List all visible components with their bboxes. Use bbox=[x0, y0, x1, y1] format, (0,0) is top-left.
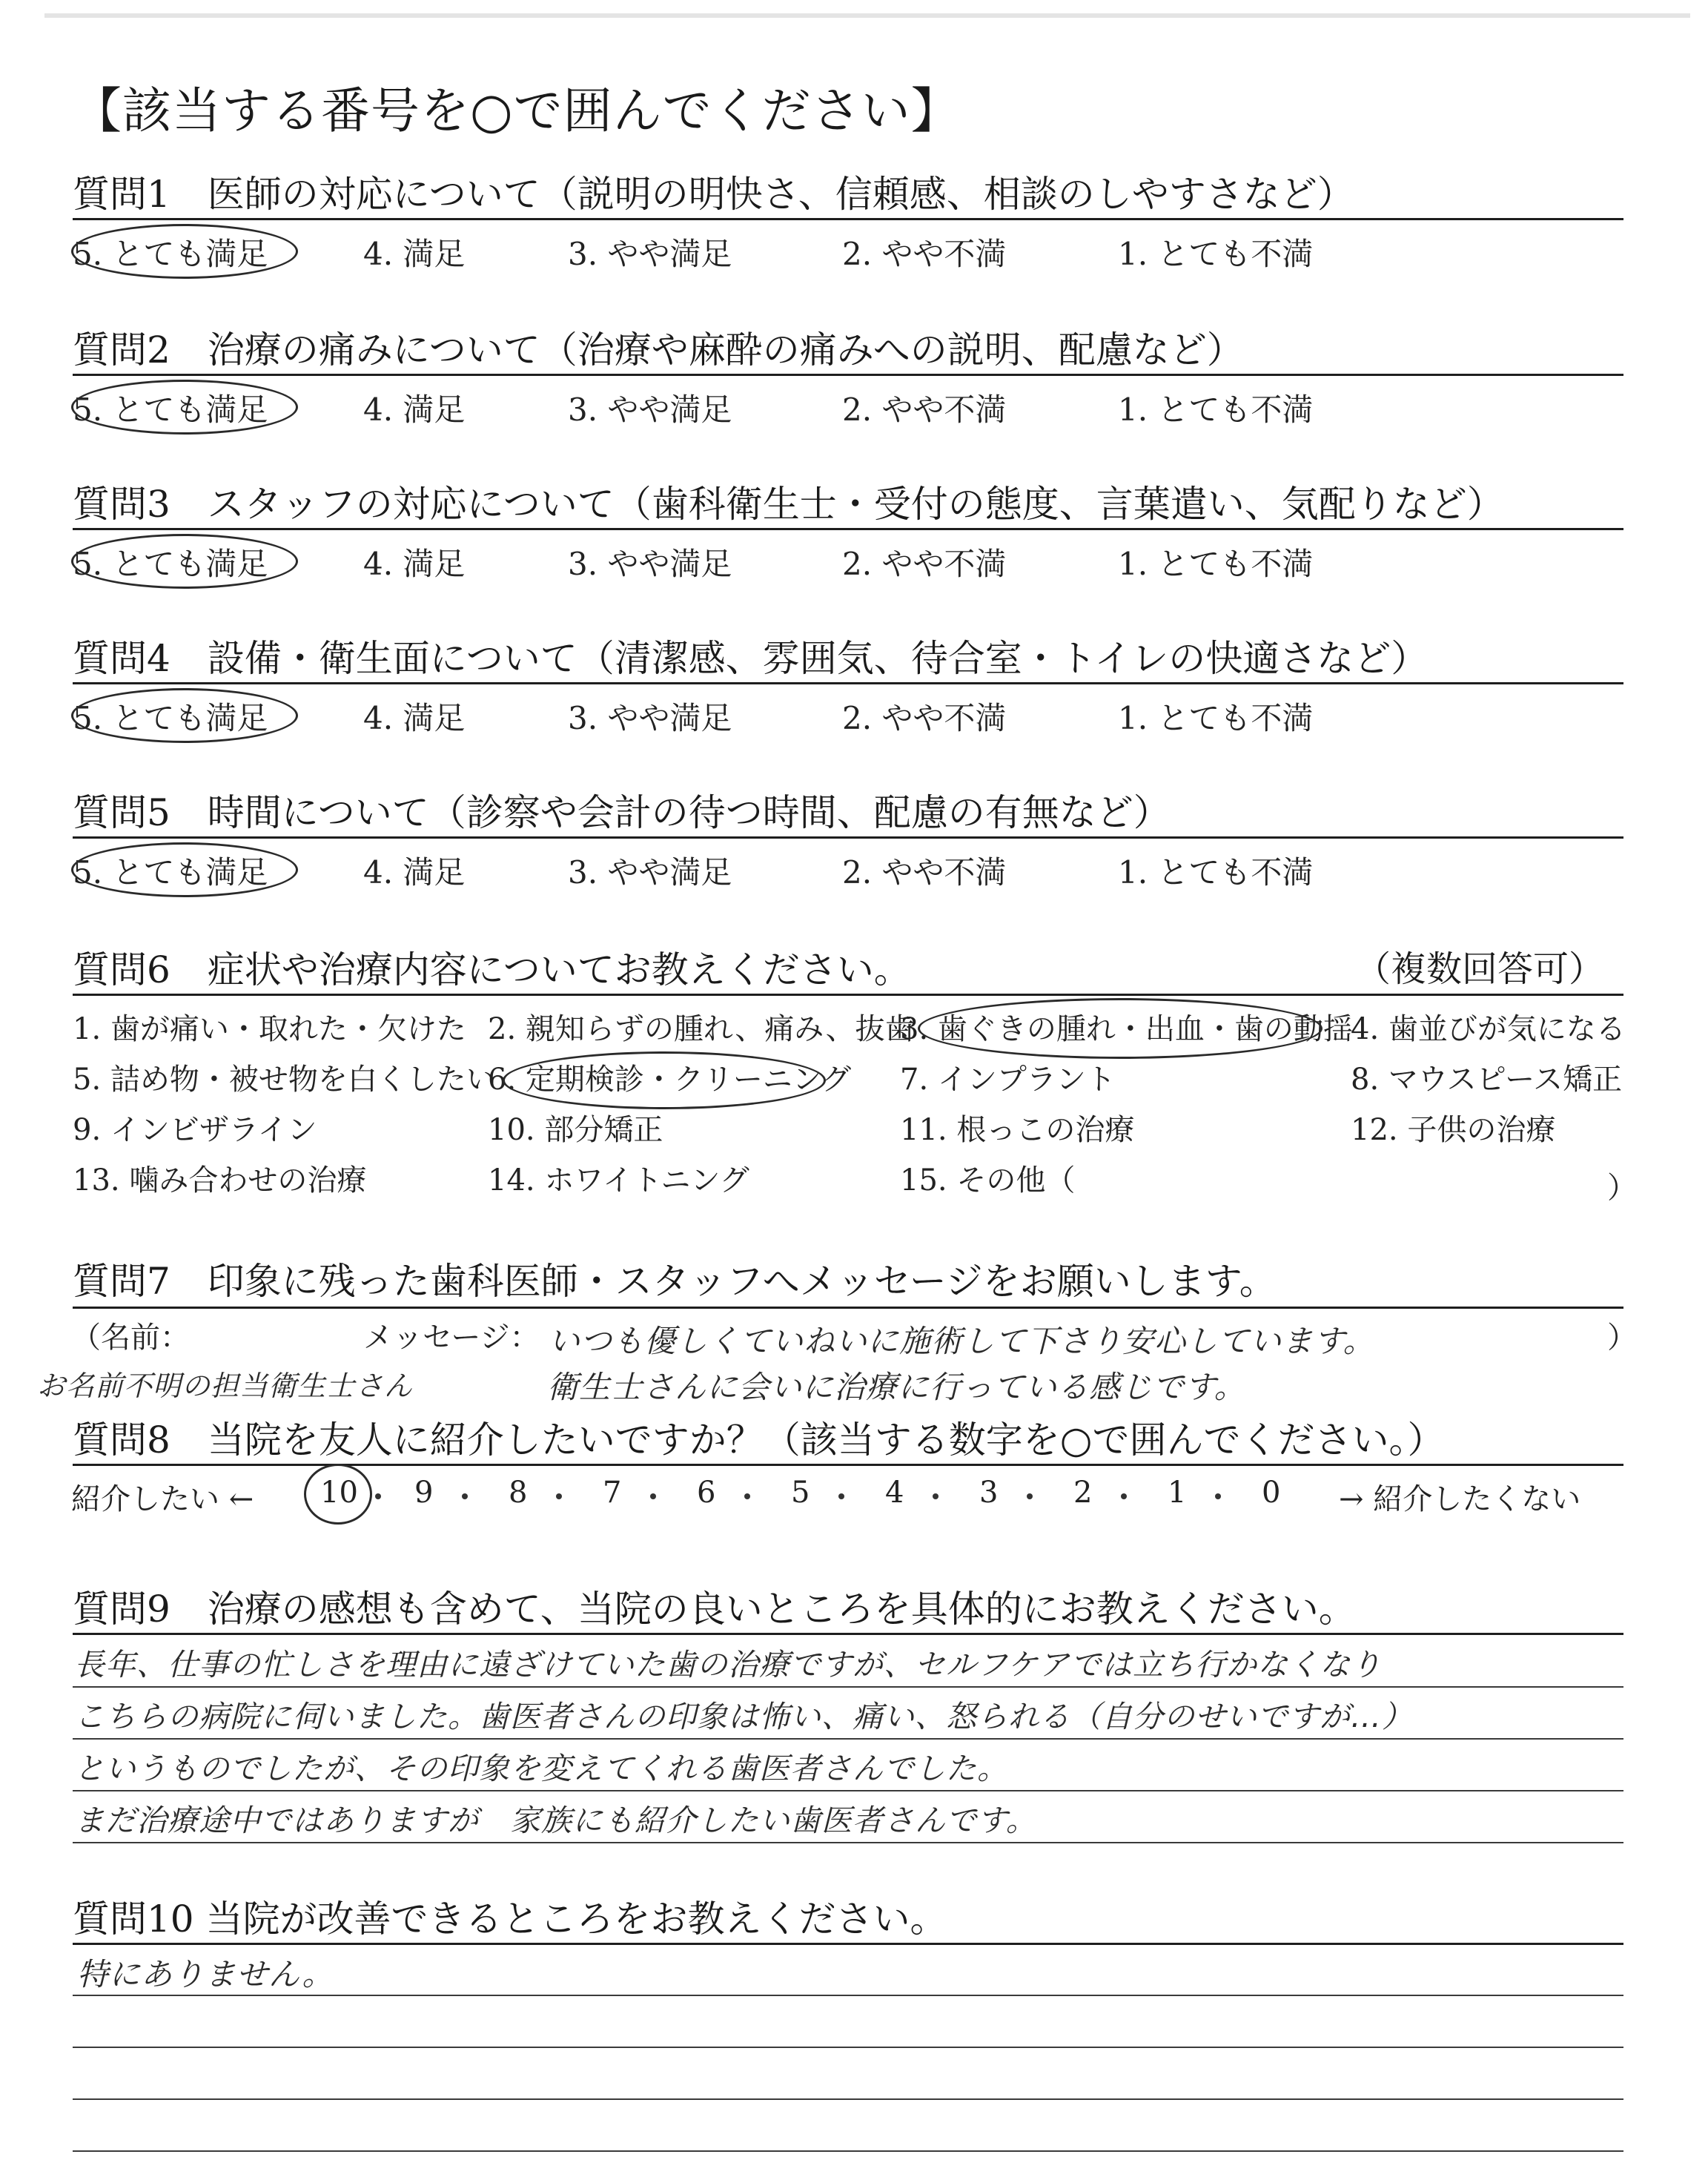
q7-message-line1: いつも優しくていねいに施術して下さり安心しています。 bbox=[549, 1323, 1375, 1359]
q8-scale-dot bbox=[1027, 1493, 1033, 1499]
q8-scale-dot bbox=[1215, 1493, 1221, 1499]
q9-answer-line-3: というものでしたが、その印象を変えてくれる歯医者さんでした。 bbox=[74, 1751, 1008, 1786]
q8-right-label: → 紹介したくない bbox=[1339, 1482, 1581, 1516]
q7-name-handwritten: お名前不明の担当衛生士さん bbox=[37, 1370, 414, 1402]
q8-label: 質問8 当院を友人に紹介したいですか？（該当する数字を○で囲んでください。） bbox=[73, 1418, 1445, 1462]
q4-option-2: 2. やや不満 bbox=[842, 700, 1007, 736]
q3-option-5: 5. とても満足 bbox=[73, 546, 268, 582]
q2-option-2: 2. やや不満 bbox=[842, 392, 1007, 428]
q5-option-4: 4. 満足 bbox=[363, 854, 466, 891]
q8-scale-dot bbox=[1121, 1493, 1127, 1499]
q7-message-label: メッセージ： bbox=[363, 1321, 540, 1355]
q4-rule bbox=[73, 682, 1623, 684]
q6-option-14: 14. ホワイトニング bbox=[488, 1163, 749, 1198]
q8-left-label: 紹介したい ← bbox=[71, 1482, 254, 1516]
q6-option-4: 4. 歯並びが気になる bbox=[1351, 1012, 1626, 1046]
q6-option-1: 1. 歯が痛い・取れた・欠けた bbox=[73, 1012, 466, 1046]
q1-option-1: 1. とても不満 bbox=[1118, 236, 1314, 272]
q2-label: 質問2 治療の痛みについて（治療や麻酔の痛みへの説明、配慮など） bbox=[73, 328, 1244, 371]
q8-scale-6: 6 bbox=[697, 1476, 716, 1510]
q5-rule bbox=[73, 836, 1623, 839]
q6-option-12: 12. 子供の治療 bbox=[1351, 1113, 1556, 1147]
q6-option-13: 13. 噛み合わせの治療 bbox=[73, 1163, 367, 1198]
q3-option-1: 1. とても不満 bbox=[1118, 546, 1314, 582]
q8-scale-8: 8 bbox=[509, 1476, 528, 1510]
q8-scale-dot bbox=[462, 1493, 468, 1499]
q2-rule bbox=[73, 374, 1623, 376]
q8-scale-1: 1 bbox=[1168, 1476, 1187, 1510]
q1-option-4: 4. 満足 bbox=[363, 236, 466, 272]
q2-selection-circle bbox=[71, 380, 298, 435]
q10-rule bbox=[73, 1943, 1623, 1945]
q6-selection-circle-3 bbox=[918, 998, 1323, 1059]
q7-rule bbox=[73, 1307, 1623, 1309]
q7-name-label: （名前： bbox=[71, 1321, 190, 1355]
q10-writing-line-1 bbox=[73, 1995, 1623, 1996]
q1-rule bbox=[73, 218, 1623, 220]
q9-writing-line-4 bbox=[73, 1842, 1623, 1843]
q1-option-3: 3. やや満足 bbox=[568, 236, 732, 272]
q8-scale-dot bbox=[375, 1493, 381, 1499]
q6-option-6: 6. 定期検診・クリーニング bbox=[488, 1063, 852, 1097]
q5-selection-circle bbox=[71, 842, 298, 897]
q8-scale-2: 2 bbox=[1073, 1476, 1093, 1510]
q6-option-5: 5. 詰め物・被せ物を白くしたい bbox=[73, 1063, 496, 1097]
q6-note: （複数回答可） bbox=[1355, 948, 1605, 990]
q1-option-5: 5. とても満足 bbox=[73, 236, 268, 272]
scan-top-edge bbox=[44, 13, 1690, 18]
q10-writing-line-4 bbox=[73, 2150, 1623, 2152]
q8-selection-circle bbox=[304, 1464, 372, 1525]
q10-answer-line-1: 特にありません。 bbox=[77, 1956, 334, 1992]
q7-label: 質問7 印象に残った歯科医師・スタッフへメッセージをお願いします。 bbox=[73, 1260, 1277, 1303]
q5-option-3: 3. やや満足 bbox=[568, 854, 732, 891]
page-title: 【該当する番号を○で囲んでください】 bbox=[73, 82, 961, 139]
q4-option-5: 5. とても満足 bbox=[73, 700, 268, 736]
q8-scale-dot bbox=[933, 1493, 939, 1499]
q3-selection-circle bbox=[71, 534, 298, 589]
q6-option-10: 10. 部分矯正 bbox=[488, 1113, 663, 1147]
q6-option-7: 7. インプラント bbox=[900, 1063, 1116, 1097]
q3-option-2: 2. やや不満 bbox=[842, 546, 1007, 582]
q9-answer-line-2: こちらの病院に伺いました。歯医者さんの印象は怖い、痛い、怒られる（自分のせいですが…） bbox=[74, 1699, 1413, 1734]
q3-option-4: 4. 満足 bbox=[363, 546, 466, 582]
q5-label: 質問5 時間について（診察や会計の待つ時間、配慮の有無など） bbox=[73, 791, 1171, 834]
q6-option-8: 8. マウスピース矯正 bbox=[1351, 1063, 1623, 1097]
q4-selection-circle bbox=[71, 688, 298, 743]
q5-option-2: 2. やや不満 bbox=[842, 854, 1007, 891]
q8-scale-5: 5 bbox=[791, 1476, 810, 1510]
q2-option-3: 3. やや満足 bbox=[568, 392, 732, 428]
q8-scale-3: 3 bbox=[979, 1476, 999, 1510]
q8-scale-9: 9 bbox=[414, 1476, 434, 1510]
q6-option-15: 15. その他（ bbox=[900, 1163, 1076, 1198]
q10-writing-line-2 bbox=[73, 2047, 1623, 2048]
q2-option-4: 4. 満足 bbox=[363, 392, 466, 428]
q4-option-4: 4. 満足 bbox=[363, 700, 466, 736]
q8-scale-7: 7 bbox=[603, 1476, 622, 1510]
q8-scale-dot bbox=[556, 1493, 562, 1499]
q10-writing-line-3 bbox=[73, 2098, 1623, 2100]
q6-rule bbox=[73, 994, 1623, 996]
q8-scale-dot bbox=[650, 1493, 656, 1499]
q7-message-line2: 衛生士さんに会いに治療に行っている感じです。 bbox=[547, 1369, 1246, 1405]
q9-rule bbox=[73, 1633, 1623, 1635]
q8-scale-0: 0 bbox=[1262, 1476, 1281, 1510]
q9-answer-line-4: まだ治療途中ではありますが 家族にも紹介したい歯医者さんです。 bbox=[74, 1803, 1037, 1838]
q6-option-9: 9. インビザライン bbox=[73, 1113, 317, 1147]
q6-option-2: 2. 親知らずの腫れ、痛み、抜歯 bbox=[488, 1012, 915, 1046]
q6-option-11: 11. 根っこの治療 bbox=[900, 1113, 1135, 1147]
q7-close-paren: ） bbox=[1607, 1321, 1637, 1355]
q4-option-1: 1. とても不満 bbox=[1118, 700, 1314, 736]
q8-rule bbox=[73, 1464, 1623, 1466]
q9-writing-line-2 bbox=[73, 1738, 1623, 1740]
q8-scale-dot bbox=[838, 1493, 844, 1499]
q8-scale-4: 4 bbox=[885, 1476, 904, 1510]
q9-writing-line-1 bbox=[73, 1686, 1623, 1688]
q10-label: 質問10 当院が改善できるところをお教えください。 bbox=[73, 1898, 947, 1941]
q9-writing-line-3 bbox=[73, 1790, 1623, 1791]
q1-selection-circle bbox=[71, 224, 298, 279]
q6-other-close-paren: ） bbox=[1607, 1171, 1637, 1205]
q8-scale-10: 10 bbox=[320, 1476, 358, 1510]
q6-label: 質問6 症状や治療内容についてお教えください。 bbox=[73, 948, 911, 991]
q4-label: 質問4 設備・衛生面について（清潔感、雰囲気、待合室・トイレの快適さなど） bbox=[73, 637, 1429, 680]
q6-option-3: 3. 歯ぐきの腫れ・出血・歯の動揺 bbox=[900, 1012, 1353, 1046]
q3-rule bbox=[73, 528, 1623, 530]
q6-selection-circle-6 bbox=[503, 1051, 826, 1109]
q9-answer-line-1: 長年、仕事の忙しさを理由に遠ざけていた歯の治療ですが、セルフケアでは立ち行かなくなり bbox=[74, 1647, 1382, 1682]
q1-label: 質問1 医師の対応について（説明の明快さ、信頼感、相談のしやすさなど） bbox=[73, 173, 1354, 216]
q5-option-1: 1. とても不満 bbox=[1118, 854, 1314, 891]
q3-label: 質問3 スタッフの対応について（歯科衛生士・受付の態度、言葉遣い、気配りなど） bbox=[73, 483, 1504, 526]
q2-option-1: 1. とても不満 bbox=[1118, 392, 1314, 428]
q9-label: 質問9 治療の感想も含めて、当院の良いところを具体的にお教えください。 bbox=[73, 1588, 1356, 1631]
q1-option-2: 2. やや不満 bbox=[842, 236, 1007, 272]
q2-option-5: 5. とても満足 bbox=[73, 392, 268, 428]
q3-option-3: 3. やや満足 bbox=[568, 546, 732, 582]
q5-option-5: 5. とても満足 bbox=[73, 854, 268, 891]
q8-scale-dot bbox=[744, 1493, 750, 1499]
q4-option-3: 3. やや満足 bbox=[568, 700, 732, 736]
